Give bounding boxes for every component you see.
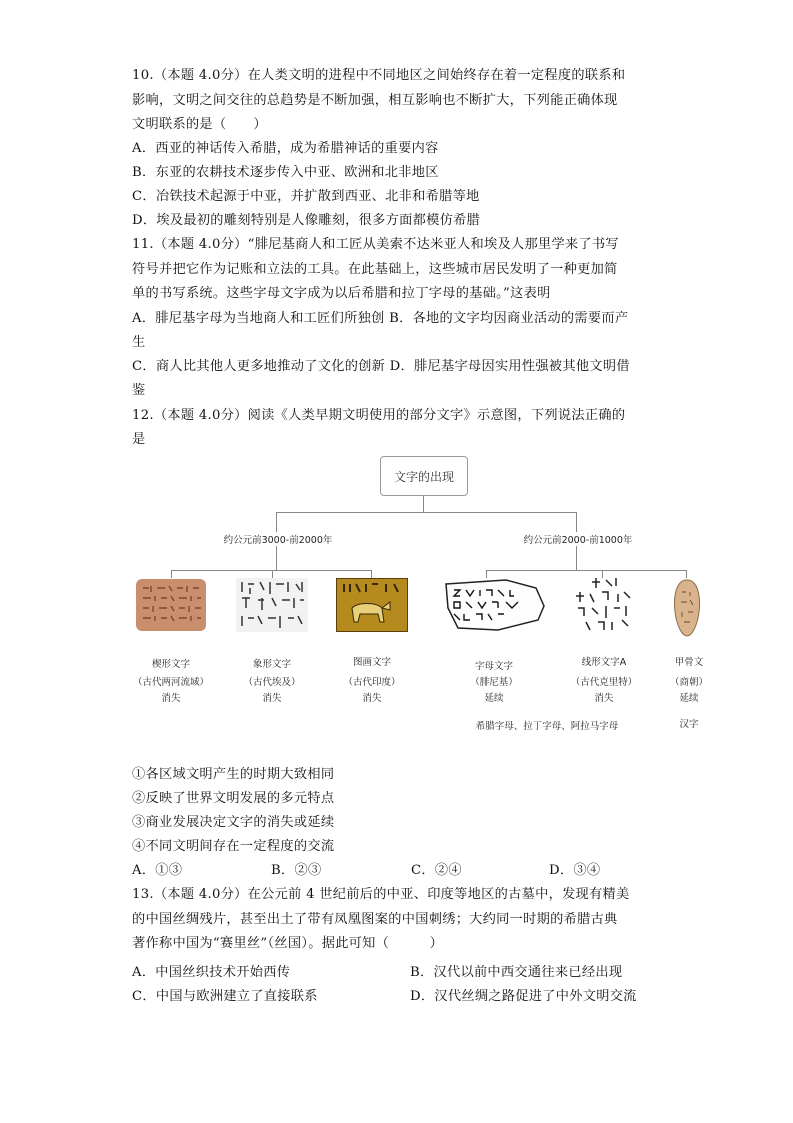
script-4-fate: 延续: [484, 693, 504, 704]
script-5-name: 线形文字A: [581, 657, 627, 668]
q13-option-b: B．汉代以前中西交通往来已经出现: [410, 965, 623, 980]
q12-stem-line-2: 是: [132, 432, 146, 447]
cuneiform-tablet-icon: [135, 578, 207, 632]
q12-statement-1: ①各区域文明产生的时期大致相同: [132, 767, 335, 782]
q12-option-a: A．①③: [132, 863, 183, 878]
q12-stem-line-1: 12.（本题 4.0分）阅读《人类早期文明使用的部分文字》示意图，下列说法正确的: [132, 408, 626, 423]
period-right-label: 约公元前2000-前1000年: [523, 535, 633, 546]
oracle-bone-icon: [672, 578, 702, 638]
q10-option-d: D．埃及最初的雕刻特别是人像雕刻，很多方面都模仿希腊: [132, 213, 481, 228]
script-3-fate: 消失: [362, 693, 382, 704]
child-drop-2: [272, 570, 273, 578]
q13-stem-line-3: 著作称中国为“赛里丝”（丝国）。据此可知（ ）: [132, 936, 444, 951]
q13-option-c: C．中国与欧洲建立了直接联系: [132, 989, 318, 1004]
script-3-name: 图画文字: [352, 657, 391, 668]
q11-option-d-wrap: 鉴: [132, 383, 146, 398]
writing-origin-diagram: [132, 452, 708, 742]
linear-a-script-icon: [566, 574, 638, 636]
q13-stem-line-2: 的中国丝绸残片，甚至出土了带有凤凰图案的中国刺绣；大约同一时期的希腊古典: [132, 912, 618, 927]
child-drop-3: [371, 570, 372, 578]
script-3-region: （古代印度）: [343, 677, 401, 688]
phoenician-inscription-icon: [442, 578, 548, 634]
q10-option-c: C．冶铁技术起源于中亚，并扩散到西亚、北非和希腊等地: [132, 189, 480, 204]
q10-stem-line-1: 10.（本题 4.0分）在人类文明的进程中不同地区之间始终存在着一定程度的联系和: [132, 68, 626, 83]
q12-statement-2: ②反映了世界文明发展的多元特点: [132, 791, 335, 806]
q10-option-a: A．西亚的神话传入希腊，成为希腊神话的重要内容: [132, 141, 439, 156]
q11-stem-line-3: 单的书写系统。这些字母文字成为以后希腊和拉丁字母的基础。”这表明: [132, 286, 551, 301]
q13-option-d: D．汉代丝绸之路促进了中外文明交流: [410, 989, 637, 1004]
q10-option-b: B．东亚的农耕技术逐步传入中亚、欧洲和北非地区: [132, 165, 439, 180]
child-drop-6: [686, 570, 687, 578]
q10-stem-line-2: 影响，文明之间交往的总趋势是不断加强，相互影响也不断扩大，下列能正确体现: [132, 93, 618, 108]
q12-option-c: C．②④: [411, 863, 462, 878]
diagram-root-box: 文字的出现: [380, 456, 468, 496]
period-left-label: 约公元前3000-前2000年: [223, 535, 333, 546]
q11-option-b-wrap: 生: [132, 335, 146, 350]
script-5-fate: 消失: [594, 693, 614, 704]
alphabet-descendants: 希腊字母、拉丁字母、阿拉马字母: [475, 721, 619, 732]
child-drop-4: [486, 570, 487, 578]
q12-statement-3: ③商业发展决定文字的消失或延续: [132, 815, 335, 830]
script-2-fate: 消失: [262, 693, 282, 704]
q10-stem-line-3: 文明联系的是（ ）: [132, 117, 267, 132]
script-5-region: （古代克里特）: [570, 677, 638, 688]
q12-statement-4: ④不同文明间存在一定程度的交流: [132, 839, 335, 854]
script-4-region: （腓尼基）: [470, 677, 518, 688]
left-children-line: [171, 570, 371, 571]
q11-option-ab: A．腓尼基字母为当地商人和工匠们所独创 B．各地的文字均因商业活动的需要而产: [132, 311, 629, 326]
hieroglyph-stele-icon: [236, 578, 308, 632]
indus-seal-icon: [336, 578, 408, 632]
right-branch-drop: [576, 512, 577, 532]
script-1-fate: 消失: [161, 693, 181, 704]
q12-option-d: D．③④: [549, 863, 601, 878]
q11-stem-line-1: 11.（本题 4.0分）“腓尼基商人和工匠从美索不达米亚人和埃及人那里学来了书写: [132, 237, 619, 252]
left-branch-drop: [276, 512, 277, 532]
q11-stem-line-2: 符号并把它作为记账和立法的工具。在此基础上，这些城市居民发明了一种更加简: [132, 262, 618, 277]
q12-option-b: B．②③: [271, 863, 322, 878]
right-children-line: [486, 570, 686, 571]
root-connector: [423, 496, 424, 512]
top-branch-line: [276, 512, 576, 513]
right-period-drop: [576, 546, 577, 570]
script-2-region: （古代埃及）: [243, 677, 301, 688]
q13-stem-line-1: 13.（本题 4.0分）在公元前 4 世纪前后的中亚、印度等地区的古墓中，发现有精美: [132, 887, 630, 902]
q11-option-cd: C．商人比其他人更多地推动了文化的创新 D．腓尼基字母因实用性强被其他文明借: [132, 359, 630, 374]
script-1-region: （古代两河流域）: [132, 677, 209, 688]
script-6-fate: 延续: [679, 693, 699, 704]
script-6-region: （商朝）: [669, 677, 708, 688]
script-1-name: 楔形文字: [151, 659, 190, 670]
chinese-descendant: 汉字: [679, 719, 699, 730]
q13-option-a: A．中国丝织技术开始西传: [132, 965, 291, 980]
script-6-name: 甲骨文: [674, 657, 704, 668]
script-2-name: 象形文字: [252, 659, 291, 670]
child-drop-1: [171, 570, 172, 578]
script-4-name: 字母文字: [474, 661, 513, 672]
left-period-drop: [276, 546, 277, 570]
